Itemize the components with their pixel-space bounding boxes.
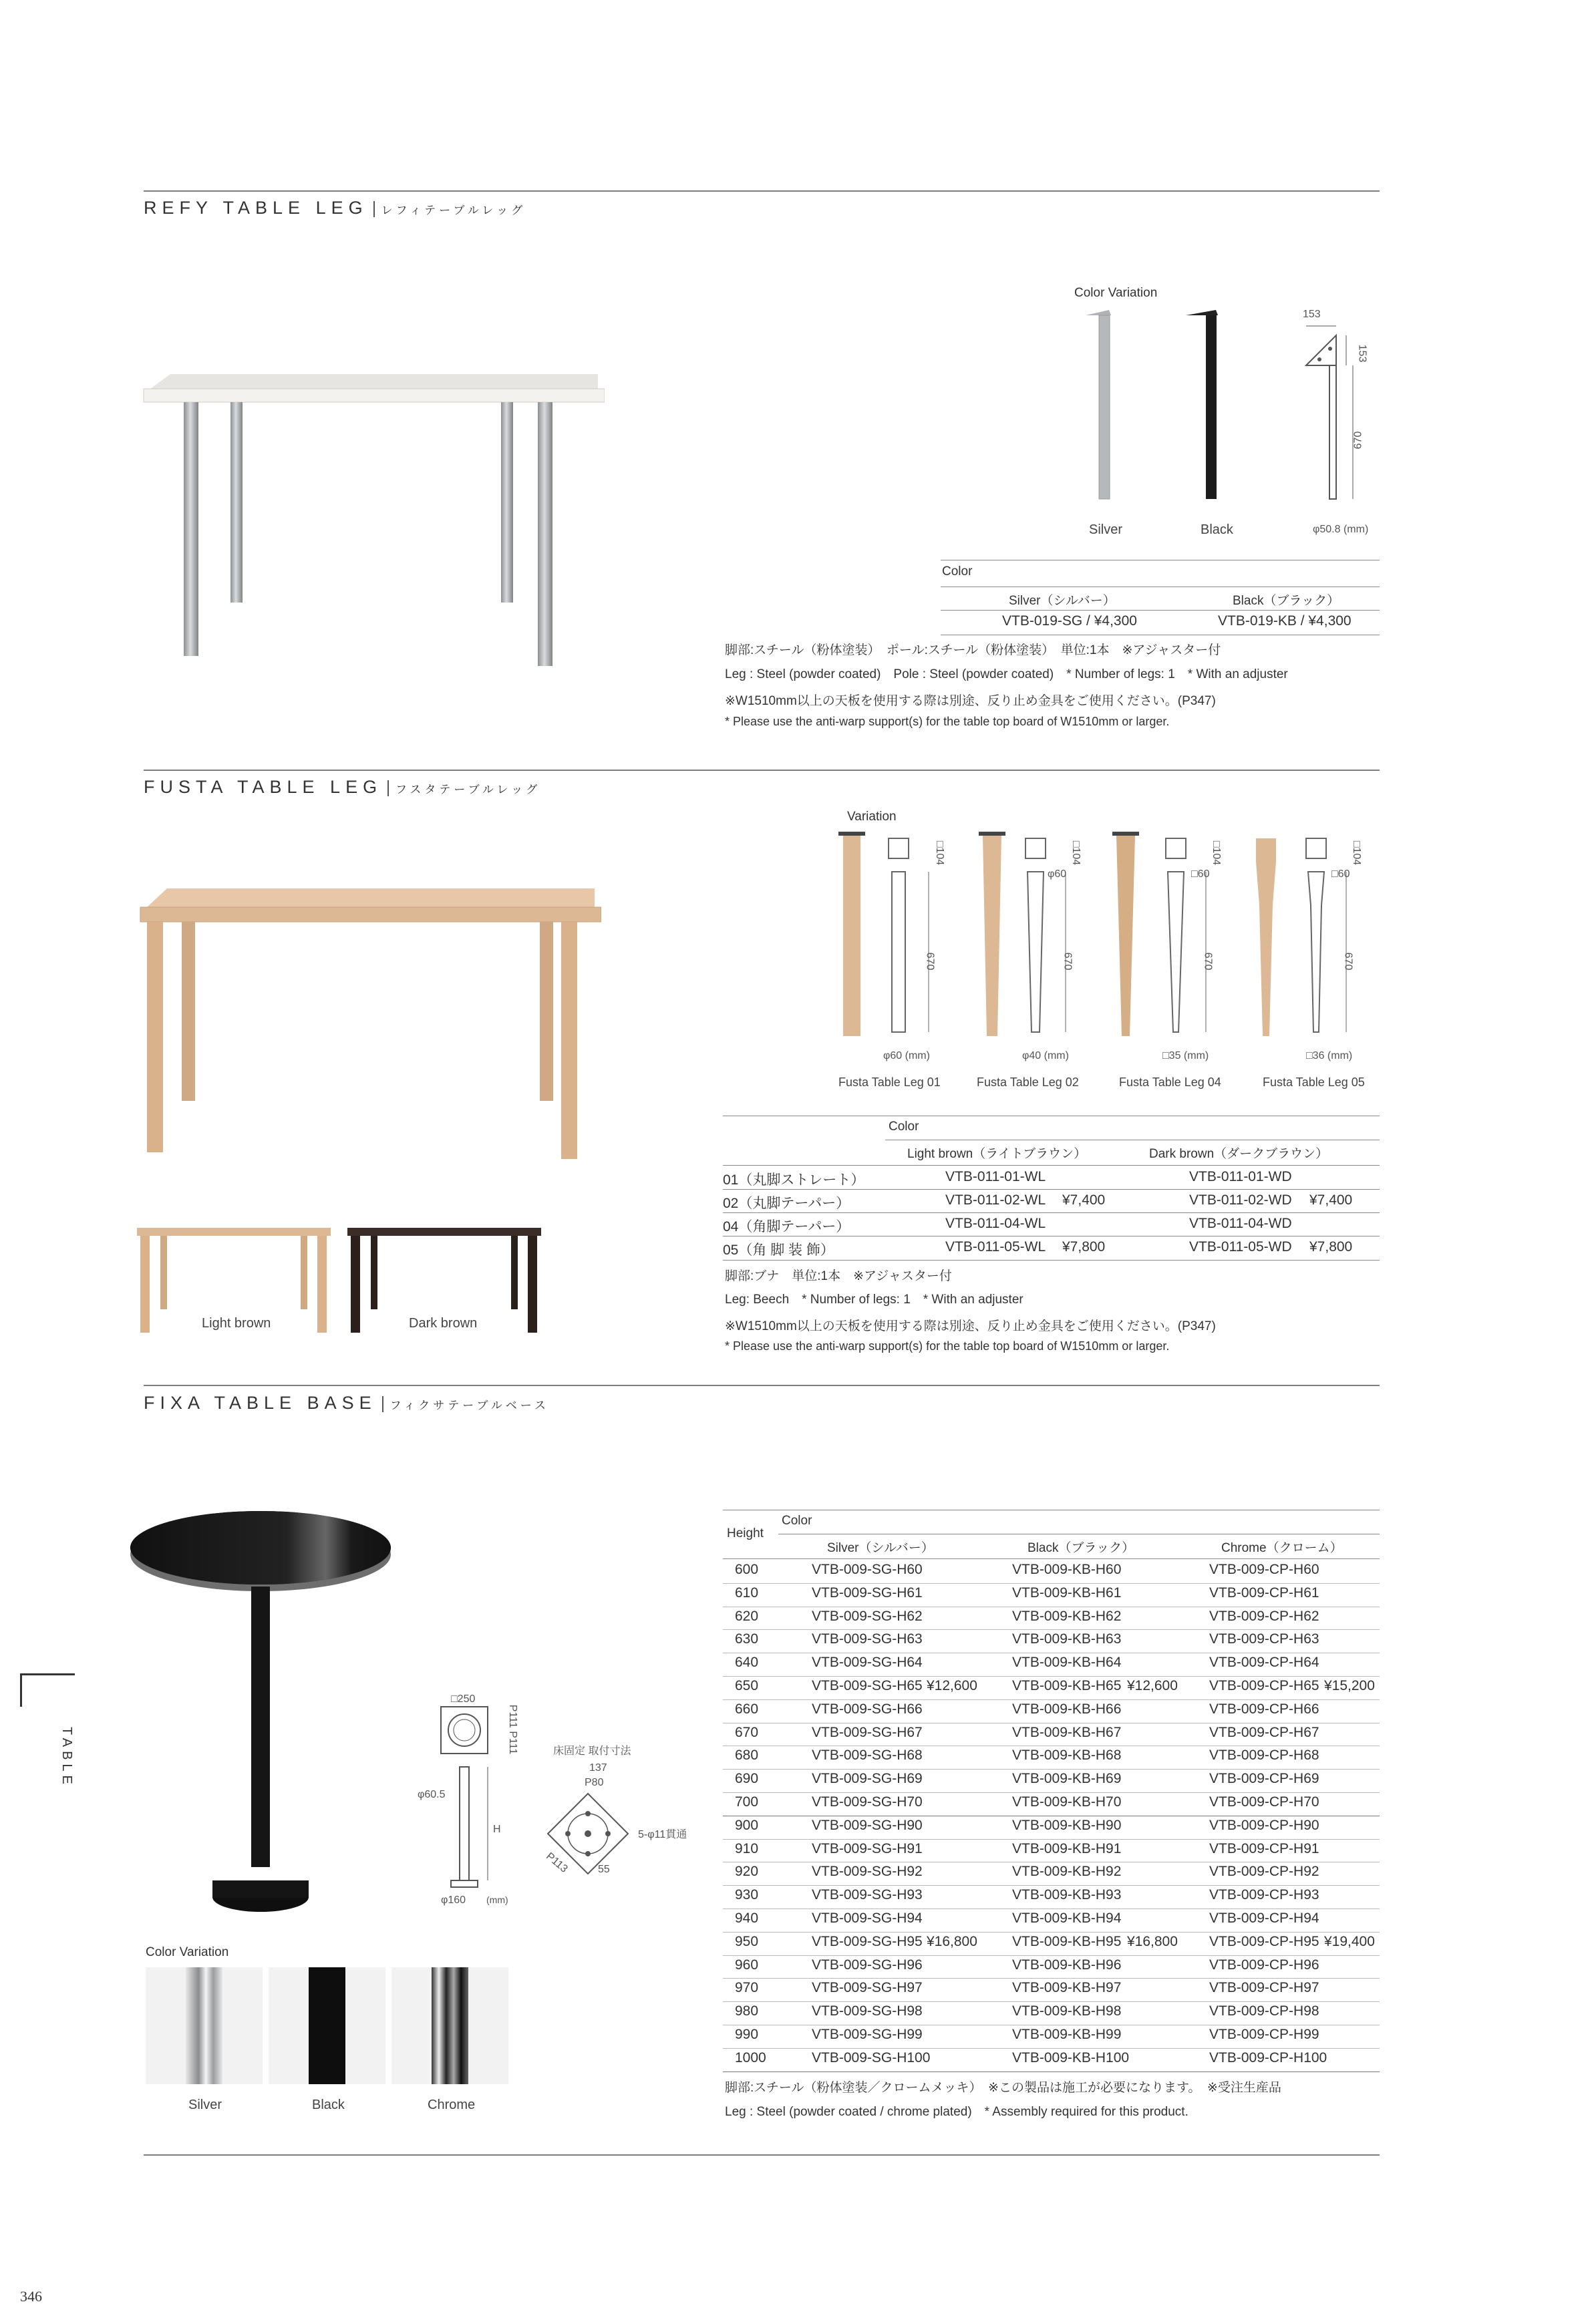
side-label: TABLE — [59, 1727, 74, 1788]
fixa-row-chrome: VTB-009-CP-H99 — [1209, 2027, 1319, 2042]
fusta-leg05-bottom: □36 (mm) — [1306, 1050, 1353, 1061]
fixa-row-height: 950 — [735, 1933, 759, 1949]
fusta-leg01-name: Fusta Table Leg 01 — [838, 1075, 941, 1089]
fixa-row-silver: VTB-009-SG-H100 — [812, 2049, 931, 2065]
fixa-row-chrome: VTB-009-CP-H97 — [1209, 1980, 1319, 1996]
refy-dim-plate: 153 — [1356, 344, 1368, 363]
fixa-row-chrome: VTB-009-CP-H96 — [1209, 1957, 1319, 1973]
fixa-height-label: Height — [727, 1526, 764, 1540]
fixa-price-silver: ¥16,800 — [927, 1933, 977, 1949]
fixa-row-black: VTB-009-KB-H91 — [1012, 1840, 1122, 1856]
fusta-swatch-label-light: Light brown — [202, 1316, 271, 1331]
fixa-row-chrome: VTB-009-CP-H98 — [1209, 2003, 1319, 2019]
fixa-row-silver: VTB-009-SG-H65 — [812, 1678, 923, 1693]
fusta-price-wl: ¥7,400 — [1062, 1192, 1106, 1208]
fusta-leg04-name: Fusta Table Leg 04 — [1119, 1075, 1221, 1089]
fusta-table-image — [134, 882, 601, 1162]
fixa-dim-p111: P111 P111 — [507, 1704, 519, 1755]
fixa-row-silver: VTB-009-SG-H91 — [812, 1840, 923, 1856]
refy-spec-jp: 脚部:スチール（粉体塗装） ポール:スチール（粉体塗装） 単位:1本 ※アジャスター付 — [725, 643, 1221, 657]
fixa-row-black: VTB-009-KB-H93 — [1012, 1887, 1122, 1903]
fixa-swatch-chrome — [391, 1967, 508, 2084]
fixa-row-chrome: VTB-009-CP-H90 — [1209, 1817, 1319, 1833]
fixa-row-rule — [723, 1676, 1380, 1677]
fusta-price-wd: ¥7,400 — [1309, 1192, 1353, 1208]
fixa-row-silver: VTB-009-SG-H97 — [812, 1980, 923, 1996]
fusta-row-wl: VTB-011-04-WL — [945, 1216, 1046, 1231]
fixa-floor-p80: P80 — [585, 1777, 604, 1788]
fusta-row-wl: VTB-011-01-WL — [945, 1169, 1046, 1184]
fixa-row-black: VTB-009-KB-H94 — [1012, 1911, 1122, 1926]
fixa-row-rule — [723, 1629, 1380, 1630]
fixa-header-black: Black（ブラック） — [1027, 1541, 1135, 1555]
fixa-row-height: 980 — [735, 2003, 759, 2019]
fixa-row-rule — [723, 1885, 1380, 1886]
fixa-title: FIXA TABLE BASE フィクサテーブルベース — [144, 1393, 549, 1413]
fixa-row-chrome: VTB-009-CP-H67 — [1209, 1724, 1319, 1740]
fixa-row-silver: VTB-009-SG-H98 — [812, 2003, 923, 2019]
fixa-table-image — [127, 1506, 394, 1921]
section-divider — [144, 770, 1380, 771]
fixa-row-silver: VTB-009-SG-H92 — [812, 1864, 923, 1880]
fixa-row-height: 960 — [735, 1957, 759, 1973]
fixa-dim-pole: φ60.5 — [418, 1789, 446, 1800]
fixa-spec-jp: 脚部:スチール（粉体塗装／クロームメッキ） ※この製品は施工が必要になります。 ※受注生産品 — [725, 2081, 1281, 2095]
fixa-row-chrome: VTB-009-CP-H94 — [1209, 1911, 1319, 1926]
fixa-row-black: VTB-009-KB-H90 — [1012, 1817, 1122, 1833]
refy-table-image — [137, 367, 605, 675]
fixa-floor-width: 137 — [589, 1762, 607, 1774]
fixa-row-height: 990 — [735, 2027, 759, 2042]
fusta-row-name: 01（丸脚ストレート） — [723, 1172, 865, 1188]
refy-variant-silver: Silver — [1089, 522, 1123, 537]
fixa-row-black: VTB-009-KB-H70 — [1012, 1794, 1122, 1810]
fixa-row-chrome: VTB-009-CP-H64 — [1209, 1655, 1319, 1671]
fixa-row-chrome: VTB-009-CP-H93 — [1209, 1887, 1319, 1903]
fixa-floor-holes: 5-φ11貫通 — [638, 1829, 687, 1840]
fixa-row-silver: VTB-009-SG-H60 — [812, 1562, 923, 1577]
fixa-row-rule — [723, 1932, 1380, 1933]
fixa-row-silver: VTB-009-SG-H61 — [812, 1585, 923, 1601]
fusta-table-rule — [723, 1212, 1380, 1213]
fusta-spec-en: Leg: Beech * Number of legs: 1 * With an adjuster — [725, 1293, 1023, 1307]
fixa-row-chrome: VTB-009-CP-H100 — [1209, 2049, 1327, 2065]
fusta-variation-label: Variation — [847, 810, 897, 824]
fixa-swatch-silver — [146, 1967, 263, 2084]
fixa-row-black: VTB-009-KB-H63 — [1012, 1631, 1122, 1647]
fixa-floor-p113: P113 — [544, 1850, 570, 1875]
fusta-table-rule — [723, 1165, 1380, 1166]
fixa-row-chrome: VTB-009-CP-H60 — [1209, 1562, 1319, 1577]
fixa-row-rule — [723, 1792, 1380, 1793]
fusta-title: FUSTA TABLE LEG フスタテーブルレッグ — [144, 777, 541, 797]
fixa-dim-plate: □250 — [451, 1693, 476, 1705]
fixa-row-silver: VTB-009-SG-H95 — [812, 1933, 923, 1949]
fusta-row-wl: VTB-011-05-WL — [945, 1239, 1046, 1255]
fixa-row-chrome: VTB-009-CP-H63 — [1209, 1631, 1319, 1647]
fixa-row-black: VTB-009-KB-H69 — [1012, 1771, 1122, 1787]
fixa-row-chrome: VTB-009-CP-H68 — [1209, 1748, 1319, 1764]
fusta-leg01-bottom: φ60 (mm) — [883, 1050, 930, 1061]
fixa-row-height: 700 — [735, 1794, 759, 1810]
fixa-row-silver: VTB-009-SG-H70 — [812, 1794, 923, 1810]
fixa-row-rule — [723, 2071, 1380, 2072]
page-number: 346 — [20, 2288, 42, 2305]
fixa-row-chrome: VTB-009-CP-H69 — [1209, 1771, 1319, 1787]
fixa-row-height: 910 — [735, 1840, 759, 1856]
fixa-row-rule — [723, 1769, 1380, 1770]
fixa-row-black: VTB-009-KB-H100 — [1012, 2049, 1130, 2065]
fixa-row-rule — [723, 1978, 1380, 1979]
fixa-dim-base: φ160 — [441, 1894, 466, 1906]
fixa-price-black: ¥12,600 — [1127, 1678, 1178, 1693]
fixa-spec-en: Leg : Steel (powder coated / chrome plated) * Assembly required for this product. — [725, 2105, 1189, 2119]
fixa-row-chrome: VTB-009-CP-H91 — [1209, 1840, 1319, 1856]
fusta-leg05-name: Fusta Table Leg 05 — [1263, 1075, 1365, 1089]
fixa-row-height: 940 — [735, 1911, 759, 1926]
fixa-row-black: VTB-009-KB-H97 — [1012, 1980, 1122, 1996]
fusta-table-rule — [723, 1189, 1380, 1190]
fusta-leg02-name: Fusta Table Leg 02 — [977, 1075, 1079, 1089]
fusta-note-en: * Please use the anti-warp support(s) for the table top board of W1510mm or larger. — [725, 1339, 1170, 1353]
fusta-row-wd: VTB-011-04-WD — [1189, 1216, 1292, 1231]
fixa-swatch-black — [269, 1967, 385, 2084]
fixa-color-variation-label: Color Variation — [146, 1945, 229, 1959]
fusta-header-dark: Dark brown（ダークブラウン） — [1149, 1147, 1329, 1161]
fixa-row-black: VTB-009-KB-H66 — [1012, 1701, 1122, 1717]
fixa-row-silver: VTB-009-SG-H90 — [812, 1817, 923, 1833]
fusta-leg04-height: 670 — [1202, 952, 1214, 971]
refy-value-silver: VTB-019-SG / ¥4,300 — [1002, 613, 1137, 629]
fixa-row-rule — [723, 1955, 1380, 1956]
refy-table-rule — [941, 610, 1380, 611]
side-tab-marker — [20, 1673, 75, 1707]
refy-header-black: Black（ブラック） — [1233, 594, 1340, 608]
fixa-swatch-label-black: Black — [312, 2098, 345, 2112]
fixa-row-height: 660 — [735, 1701, 759, 1717]
fixa-row-chrome: VTB-009-CP-H65 — [1209, 1678, 1319, 1693]
section-divider — [144, 190, 1380, 192]
fusta-row-wd: VTB-011-02-WD — [1189, 1192, 1292, 1208]
fusta-leg02-top: φ60 — [1048, 868, 1067, 880]
fixa-row-black: VTB-009-KB-H64 — [1012, 1655, 1122, 1671]
fixa-row-rule — [723, 2048, 1380, 2049]
fixa-floor-55: 55 — [598, 1864, 610, 1875]
fixa-row-height: 680 — [735, 1748, 759, 1764]
fusta-leg05-height: 670 — [1342, 952, 1354, 971]
fusta-leg04-sq: □104 — [1211, 840, 1223, 866]
fixa-row-black: VTB-009-KB-H67 — [1012, 1724, 1122, 1740]
refy-dim-height: 670 — [1352, 431, 1364, 450]
fusta-note-jp: ※W1510mm以上の天板を使用する際は別途、反り止め金具をご使用ください。(P347) — [725, 1319, 1216, 1333]
fixa-row-height: 640 — [735, 1655, 759, 1671]
fixa-color-label: Color — [782, 1514, 812, 1528]
refy-note-en: * Please use the anti-warp support(s) for the table top board of W1510mm or larger. — [725, 715, 1170, 728]
fixa-row-rule — [723, 1908, 1380, 1909]
fixa-row-height: 970 — [735, 1980, 759, 1996]
fixa-row-black: VTB-009-KB-H62 — [1012, 1608, 1122, 1624]
fixa-row-black: VTB-009-KB-H99 — [1012, 2027, 1122, 2042]
fusta-price-wl: ¥7,800 — [1062, 1239, 1106, 1255]
fusta-leg02-sq: □104 — [1070, 840, 1082, 866]
fixa-row-chrome: VTB-009-CP-H61 — [1209, 1585, 1319, 1601]
fusta-row-name: 02（丸脚テーパー） — [723, 1196, 850, 1211]
fixa-row-height: 650 — [735, 1678, 759, 1693]
fixa-row-silver: VTB-009-SG-H68 — [812, 1748, 923, 1764]
refy-color-label: Color — [942, 564, 973, 578]
fixa-row-chrome: VTB-009-CP-H95 — [1209, 1933, 1319, 1949]
fixa-row-silver: VTB-009-SG-H94 — [812, 1911, 923, 1926]
fixa-row-rule — [723, 2001, 1380, 2002]
fixa-price-chrome: ¥19,400 — [1324, 1933, 1375, 1949]
fixa-row-height: 670 — [735, 1724, 759, 1740]
fusta-leg04-bottom: □35 (mm) — [1162, 1050, 1209, 1061]
fixa-row-black: VTB-009-KB-H92 — [1012, 1864, 1122, 1880]
fusta-leg04-top: □60 — [1191, 868, 1210, 880]
fixa-dim-h: H — [493, 1824, 501, 1835]
fixa-row-black: VTB-009-KB-H96 — [1012, 1957, 1122, 1973]
fixa-floor-label: 床固定 取付寸法 — [553, 1746, 631, 1757]
fixa-row-black: VTB-009-KB-H95 — [1012, 1933, 1122, 1949]
fixa-row-silver: VTB-009-SG-H62 — [812, 1608, 923, 1624]
fixa-row-black: VTB-009-KB-H98 — [1012, 2003, 1122, 2019]
refy-color-variation-label: Color Variation — [1074, 286, 1158, 300]
fixa-price-chrome: ¥15,200 — [1324, 1678, 1375, 1693]
fixa-row-silver: VTB-009-SG-H66 — [812, 1701, 923, 1717]
fixa-row-height: 930 — [735, 1887, 759, 1903]
refy-dim-width: 153 — [1303, 309, 1321, 320]
fusta-leg01-height: 670 — [924, 952, 936, 971]
fusta-price-wd: ¥7,800 — [1309, 1239, 1353, 1255]
fixa-header-chrome: Chrome（クローム） — [1221, 1541, 1343, 1555]
fixa-row-silver: VTB-009-SG-H67 — [812, 1724, 923, 1740]
fixa-row-silver: VTB-009-SG-H96 — [812, 1957, 923, 1973]
fusta-leg05-sq: □104 — [1351, 840, 1363, 866]
fixa-row-silver: VTB-009-SG-H64 — [812, 1655, 923, 1671]
fixa-row-silver: VTB-009-SG-H63 — [812, 1631, 923, 1647]
fixa-row-chrome: VTB-009-CP-H92 — [1209, 1864, 1319, 1880]
refy-spec-en: Leg : Steel (powder coated) Pole : Steel (powder coated) * Number of legs: 1 * With an adjuster — [725, 667, 1288, 681]
fixa-price-silver: ¥12,600 — [927, 1678, 977, 1693]
fusta-row-wd: VTB-011-01-WD — [1189, 1169, 1292, 1184]
fusta-leg-variations — [828, 832, 1390, 1052]
refy-value-black: VTB-019-KB / ¥4,300 — [1218, 613, 1352, 629]
fusta-spec-jp: 脚部:ブナ 単位:1本 ※アジャスター付 — [725, 1269, 952, 1283]
fusta-row-name: 05（角 脚 装 飾） — [723, 1242, 834, 1258]
fixa-row-rule — [723, 1839, 1380, 1840]
fixa-row-height: 1000 — [735, 2049, 766, 2065]
fixa-row-black: VTB-009-KB-H65 — [1012, 1678, 1122, 1693]
refy-dim-diameter: φ50.8 (mm) — [1313, 524, 1369, 535]
fixa-row-rule — [723, 1699, 1380, 1700]
fixa-price-black: ¥16,800 — [1127, 1933, 1178, 1949]
fixa-row-black: VTB-009-KB-H60 — [1012, 1562, 1122, 1577]
fixa-row-silver: VTB-009-SG-H99 — [812, 2027, 923, 2042]
fusta-leg05-top: □60 — [1331, 868, 1350, 880]
fusta-row-wl: VTB-011-02-WL — [945, 1192, 1046, 1208]
refy-note-jp: ※W1510mm以上の天板を使用する際は別途、反り止め金具をご使用ください。(P347) — [725, 694, 1216, 708]
fixa-swatch-label-chrome: Chrome — [428, 2098, 476, 2112]
section-divider — [144, 1385, 1380, 1386]
fusta-leg02-height: 670 — [1062, 952, 1074, 971]
fusta-leg01-sq: □104 — [934, 840, 946, 866]
fixa-row-black: VTB-009-KB-H68 — [1012, 1748, 1122, 1764]
fixa-row-height: 610 — [735, 1585, 759, 1601]
fixa-row-silver: VTB-009-SG-H69 — [812, 1771, 923, 1787]
fixa-swatch-label-silver: Silver — [188, 2098, 222, 2112]
fixa-row-height: 600 — [735, 1562, 759, 1577]
refy-header-silver: Silver（シルバー） — [1009, 594, 1116, 608]
fixa-row-height: 620 — [735, 1608, 759, 1624]
fixa-dimension-drawing — [428, 1700, 508, 1907]
fixa-row-chrome: VTB-009-CP-H62 — [1209, 1608, 1319, 1624]
fusta-header-light: Light brown（ライトブラウン） — [907, 1147, 1087, 1161]
fixa-row-height: 900 — [735, 1817, 759, 1833]
fusta-table-rule — [723, 1260, 1380, 1261]
fusta-leg02-bottom: φ40 (mm) — [1022, 1050, 1069, 1061]
section-divider — [144, 2154, 1380, 2156]
refy-leg-variations — [1072, 309, 1386, 542]
fixa-row-chrome: VTB-009-CP-H66 — [1209, 1701, 1319, 1717]
fixa-row-chrome: VTB-009-CP-H70 — [1209, 1794, 1319, 1810]
fixa-table-rule — [723, 1558, 1380, 1559]
fusta-swatch-label-dark: Dark brown — [409, 1316, 478, 1331]
fusta-row-wd: VTB-011-05-WD — [1189, 1239, 1292, 1255]
fixa-row-height: 690 — [735, 1771, 759, 1787]
fusta-color-label: Color — [889, 1120, 919, 1134]
fixa-row-silver: VTB-009-SG-H93 — [812, 1887, 923, 1903]
fixa-row-black: VTB-009-KB-H61 — [1012, 1585, 1122, 1601]
fixa-header-silver: Silver（シルバー） — [827, 1541, 934, 1555]
refy-title: REFY TABLE LEG レフィテーブルレッグ — [144, 198, 526, 218]
fixa-row-rule — [723, 1583, 1380, 1584]
refy-variant-black: Black — [1201, 522, 1233, 537]
fixa-row-height: 920 — [735, 1864, 759, 1880]
fusta-row-name: 04（角脚テーパー） — [723, 1219, 850, 1234]
fixa-dim-unit: (mm) — [486, 1894, 508, 1905]
fixa-row-height: 630 — [735, 1631, 759, 1647]
